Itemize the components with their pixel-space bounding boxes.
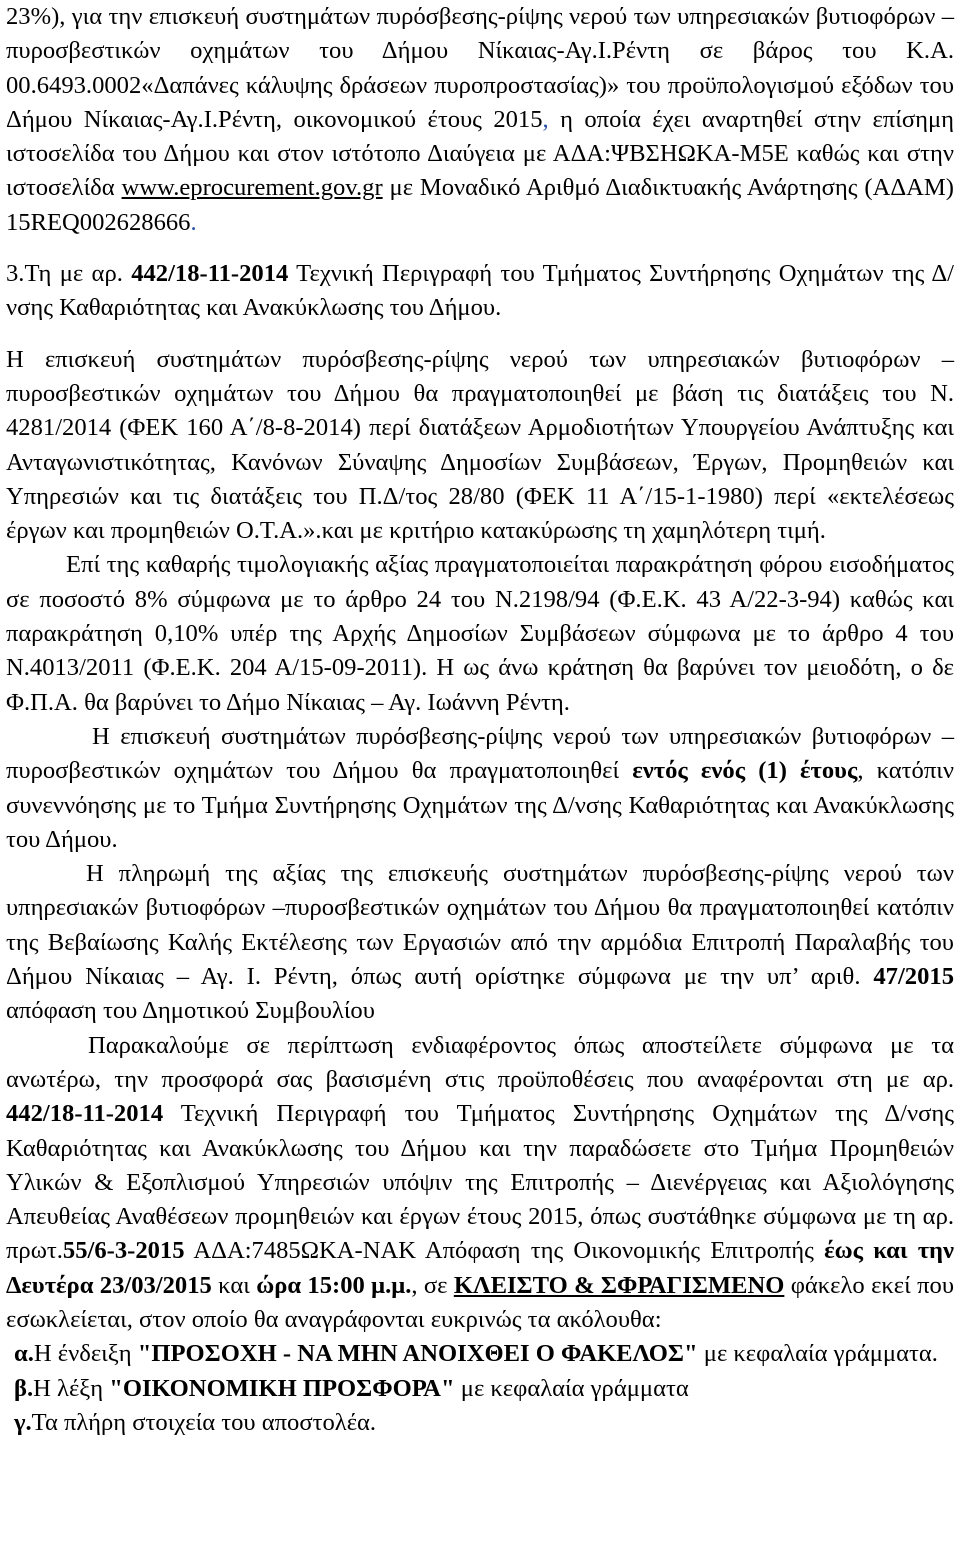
- text: Η λέξη: [33, 1374, 110, 1402]
- duration-emphasis: εντός ενός (1) έτους: [632, 757, 858, 785]
- text: ΑΔΑ:7485ΩΚΑ-ΝΑΚ Απόφαση της Οικονομικής Επιτροπής: [184, 1237, 825, 1265]
- text: με Μοναδικό Αριθμό Διαδικτυακής Ανάρτησης (ΑΔΑΜ) 15REQ002628666: [6, 174, 954, 236]
- list-item-c: [6, 1406, 954, 1440]
- text: 23%), για την επισκευή συστημάτων πυρόσβεσης-ρίψης νερού των υπηρεσιακών βυτιοφόρων –πυροσβεστικών οχημάτων του Δήμου Νίκαιας-Αγ.Ι.Ρέντη σε βάρος του Κ.Α. 00.6493.0002«Δαπάνες κάλυψης δράσεων πυροπροστασίας)» του προϋπολογισμού εξόδων του Δήμου Νίκαιας-Αγ.Ι.Ρέντη, οικονομικού έτους 2015: [6, 3, 954, 133]
- sealed-envelope-emphasis: ΚΛΕΙΣΤΟ & ΣΦΡΑΓΙΣΜΕΝΟ: [453, 1271, 785, 1299]
- deadline-date: έως και την Δευτέρα 23/03/2015: [6, 1237, 954, 1299]
- text: Η επισκευή συστημάτων πυρόσβεσης-ρίψης νερού των υπηρεσιακών βυτιοφόρων –πυροσβεστικών οχημάτων του Δήμου θα πραγματοποιηθεί: [6, 722, 954, 785]
- list-marker: α.: [14, 1340, 34, 1368]
- text: Η ένδειξη: [33, 1340, 138, 1368]
- paragraph-repair-duration: [6, 720, 954, 857]
- paragraph-reference-3: [6, 257, 954, 326]
- colored-dot: .: [190, 208, 197, 236]
- decision-number: 47/2015: [873, 963, 954, 991]
- list-marker: γ.: [14, 1408, 32, 1436]
- text: , σε: [411, 1271, 454, 1299]
- paragraph-submission: [6, 1029, 954, 1338]
- paragraph-reference-2: [6, 0, 954, 240]
- text: 3.Τη με αρ.: [6, 260, 132, 288]
- list-item-b: [6, 1372, 954, 1406]
- text: φάκελο εκεί που εσωκλείεται, στον οποίο θα αναγράφονται ευκρινώς τα ακόλουθα:: [6, 1271, 954, 1333]
- list-item-a: [6, 1337, 954, 1371]
- text: Τεχνική Περιγραφή του Τμήματος Συντήρησης Οχημάτων της Δ/νσης Καθαριότητας και Ανακύκλωσης του Δήμου και την παραδώσετε στο Τμήμα Προμηθειών Υλικών & Εξοπλισμού Υπηρεσιών υπόψιν της Επιτροπής – Διενέργειας και Αξιολόγησης Απευθείας Αναθέσεων προμηθειών και έργων έτους 2015, όπως συστάθηκε σύμφωνα με τη αρ. πρωτ.: [6, 1100, 954, 1265]
- warning-label: "ΠΡΟΣΟΧΗ - ΝΑ ΜΗΝ ΑΝΟΙΧΘΕΙ Ο ΦΑΚΕΛΟΣ": [137, 1340, 698, 1368]
- text: και: [211, 1271, 257, 1299]
- text: Η πληρωμή της αξίας της επισκευής συστημάτων πυρόσβεσης-ρίψης νερού των υπηρεσιακών βυτιοφόρων –πυροσβεστικών οχημάτων του Δήμου θα πραγματοποιηθεί κατόπιν της Βεβαίωσης Καλής Εκτέλεσης των Εργασιών από την αρμόδια Επιτροπή Παραλαβής του Δήμου Νίκαιας – Αγ. Ι. Ρέντη, όπως αυτή ορίστηκε σύμφωνα με την υπ’ αριθ.: [6, 860, 954, 991]
- offer-label: "ΟΙΚΟΝΟΜΙΚΗ ΠΡΟΣΦΟΡΑ": [109, 1374, 455, 1402]
- text: Παρακαλούμε σε περίπτωση ενδιαφέροντος όπως αποστείλετε σύμφωνα με τα ανωτέρω, την προσφορά σας βασισμένη στις προϋποθέσεις που αναφέρονται στη με αρ.: [6, 1031, 954, 1093]
- text: , κατόπιν συνεννόησης με το Τμήμα Συντήρησης Οχημάτων της Δ/νσης Καθαριότητας και Ανακύκλωσης του Δήμου.: [6, 757, 955, 853]
- paragraph-payment: [6, 857, 954, 1028]
- text: με κεφαλαία γράμματα.: [697, 1340, 938, 1368]
- text: η οποία έχει αναρτηθεί στην επίσημη ιστοσελίδα του Δήμου και στον ιστότοπο Διαύγεια με ΑΔΑ:ΨΒΣΗΩΚΑ-Μ5Ε καθώς και στην ιστοσελίδα: [6, 105, 954, 202]
- colored-comma: ,: [542, 105, 549, 133]
- text: με κεφαλαία γράμματα: [454, 1374, 689, 1402]
- deadline-time: ώρα 15:00 μ.μ.: [256, 1271, 412, 1299]
- paragraph-tax-withholding: Επί της καθαρής τιμολογιακής αξίας πραγματοποιείται παρακράτηση φόρου εισοδήματος σε ποσοστό 8% σύμφωνα με το άρθρο 24 του Ν.2198/94 (Φ.Ε.Κ. 43 Α/22-3-94) καθώς και παρακράτηση 0,10% υπέρ της Αρχής Δημοσίων Συμβάσεων σύμφωνα με το άρθρο 4 του Ν.4013/2011 (Φ.Ε.Κ. 204 Α/15-09-2011). Η ως άνω κράτηση θα βαρύνει τον μειοδότη, ο δε Φ.Π.Α. θα βαρύνει το Δήμο Νίκαιας – Αγ. Ιωάννη Ρέντη.: [6, 551, 954, 716]
- tech-description-number: 442/18-11-2014: [6, 1100, 164, 1128]
- paragraph-legal-framework: Η επισκευή συστημάτων πυρόσβεσης-ρίψης νερού των υπηρεσιακών βυτιοφόρων – πυροσβεστικών οχημάτων του Δήμου θα πραγματοποιηθεί με βάση τις διατάξεις του Ν. 4281/2014 (ΦΕΚ 160 Α΄/8-8-2014) περί διατάξεων Αρμοδιοτήτων Υπουργείου Ανάπτυξης και Ανταγωνιστικότητας, Κανόνων Σύναψης Δημοσίων Συμβάσεων, Έργων, Προμηθειών και Υπηρεσιών και τις διατάξεις του Π.Δ/τος 28/80 (ΦΕΚ 11 Α΄/15-1-1980) περί «εκτελέσεως έργων και προμηθειών Ο.Τ.Α.».και με κριτήριο κατακύρωσης τη χαμηλότερη τιμή.: [6, 345, 954, 545]
- text: Τεχνική Περιγραφή του Τμήματος Συντήρησης Οχημάτων της Δ/νσης Καθαριότητας και Ανακύκλωσης του Δήμου.: [6, 260, 954, 322]
- text: απόφαση του Δημοτικού Συμβουλίου: [6, 997, 375, 1025]
- list-marker: β.: [14, 1374, 34, 1402]
- tech-description-number: 442/18-11-2014: [131, 260, 289, 288]
- protocol-number: 55/6-3-2015: [62, 1237, 185, 1265]
- eprocurement-link[interactable]: www.eprocurement.gov.gr: [121, 174, 383, 202]
- text: Τα πλήρη στοιχεία του αποστολέα.: [31, 1408, 377, 1436]
